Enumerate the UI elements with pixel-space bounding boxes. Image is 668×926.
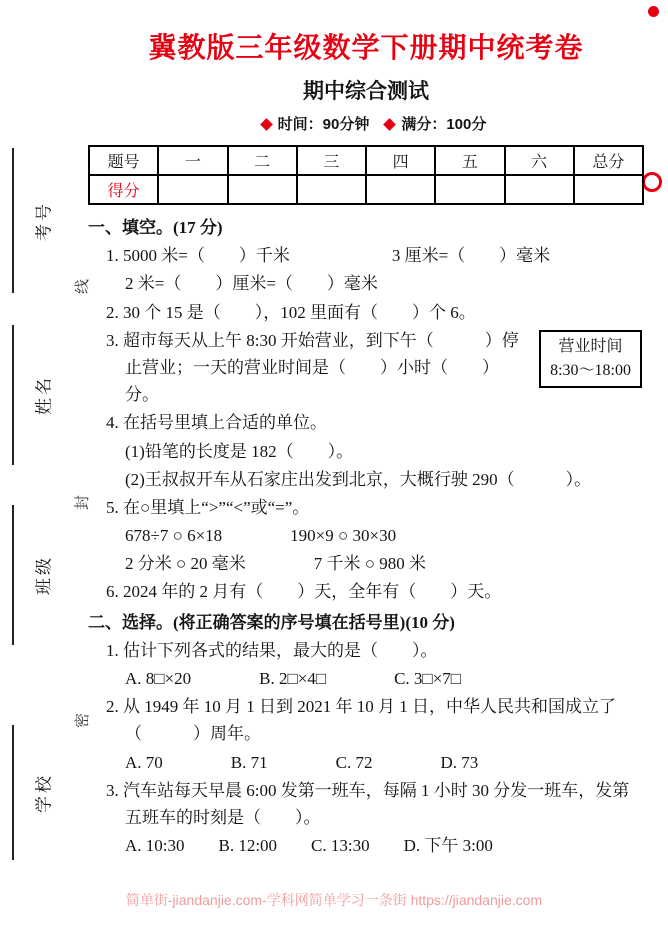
time-score-line	[88, 113, 644, 134]
score-header-cell: 三	[297, 146, 366, 175]
s2-q1-choices: A. 8□×20 B. 2□×4□ C. 3□×7□	[125, 669, 462, 688]
margin-field-exam-number	[12, 148, 72, 293]
seal-char-secret: 密	[75, 712, 92, 729]
seal-char-seal: 封	[75, 494, 92, 511]
score-cell	[574, 175, 643, 204]
margin-field-school	[12, 725, 72, 860]
score-cell	[228, 175, 297, 204]
business-hours-box	[539, 330, 642, 388]
seal-char-line: 线	[75, 278, 92, 295]
fill-in-line	[12, 505, 14, 645]
margin-field-label: 班级	[34, 555, 54, 595]
fill-in-line	[12, 325, 14, 465]
paper-main	[88, 26, 644, 859]
seal-ring-icon	[642, 172, 662, 192]
s2-q3-choices: A. 10:30 B. 12:00 C. 13:30 D. 下午 3:00	[125, 836, 493, 856]
section1-title: 一、填空。(17 分)	[88, 218, 223, 237]
margin-field-label: 考号	[34, 200, 54, 241]
business-hours-title: 营业时间	[558, 337, 623, 355]
diamond-icon	[260, 118, 273, 131]
s1-q4-item2: (2)王叔叔开车从石家庄出发到北京，大概行驶 290（ ）。	[125, 469, 592, 489]
s1-q4-intro: 4. 在括号里填上合适的单位。	[106, 413, 327, 433]
score-header-cell: 一	[158, 146, 227, 175]
s1-q2: 2. 30 个 15 是（ ），102 里面有（ ）个 6。	[106, 302, 476, 322]
score-cell	[297, 175, 366, 204]
paper-title: 冀教版三年级数学下册期中统考卷	[148, 32, 584, 63]
s2-q2-choices: A. 70 B. 71 C. 72 D. 73	[125, 752, 479, 772]
s1-q3-text: 3. 超市每天从上午 8:30 开始营业，到下午（ ）停止营业；一天的营业时间是（ ）小时（ ）分。	[106, 330, 519, 405]
score-cell	[435, 175, 504, 204]
s2-q2: 2. 从 1949 年 10 月 1 日到 2021 年 10 月 1 日，中华人民共和国成立了（ ）周年。	[106, 697, 616, 744]
score-header-cell: 四	[366, 146, 435, 175]
s1-q5-line1: 678÷7 ○ 6×18 190×9 ○ 30×30	[125, 526, 397, 546]
s1-q5-line2: 2 分米 ○ 20 毫米 7 千米 ○ 980 米	[125, 554, 427, 574]
score-cell	[366, 175, 435, 204]
diamond-icon	[383, 118, 396, 131]
score-header-cell: 题号	[89, 146, 158, 175]
score-header-row	[89, 146, 643, 175]
s1-q6: 6. 2024 年的 2 月有（ ）天，全年有（ ）天。	[106, 582, 502, 602]
s1-q3	[88, 327, 644, 409]
section2-title: 二、选择。(将正确答案的序号填在括号里)(10 分)	[88, 612, 455, 632]
full-score-label: 满分：100分	[401, 116, 487, 133]
s2-q3: 3. 汽车站每天早晨 6:00 发第一班车，每隔 1 小时 30 分发一班车，发第五班车的时刻是（ ）。	[106, 780, 630, 827]
s1-q5-intro: 5. 在○里填上“>”“<”或“=”。	[106, 497, 310, 517]
margin-field-label: 学校	[34, 772, 54, 813]
score-header-cell: 六	[505, 146, 574, 175]
score-cell	[158, 175, 227, 204]
s1-q1-line1: 1. 5000 米=（ ）千米 3 厘米=（ ）毫米	[106, 246, 551, 266]
time-label: 时间：90分钟	[277, 116, 370, 133]
score-header-cell: 五	[435, 146, 504, 175]
page-mark-icon	[648, 6, 659, 17]
score-table	[88, 145, 644, 205]
s2-q1: 1. 估计下列各式的结果，最大的是（ ）。	[106, 640, 438, 660]
paper-subtitle: 期中综合测试	[303, 80, 429, 103]
fill-in-line	[12, 148, 14, 293]
paper-body	[88, 214, 644, 859]
business-hours-range: 8:30～18:00	[550, 361, 631, 379]
margin-field-class	[12, 505, 72, 645]
fill-in-line	[12, 725, 14, 860]
footer-watermark: 简单街-jiandanjie.com-学科网简单学习一条街 https://jiandanjie.com	[125, 892, 543, 908]
s1-q4-item1: (1)铅笔的长度是 182（ ）。	[125, 441, 354, 461]
score-row-label: 得分	[89, 175, 158, 204]
s1-q1-line2: 2 米=（ ）厘米=（ ）毫米	[125, 274, 378, 294]
score-header-cell: 二	[228, 146, 297, 175]
margin-field-label: 姓名	[34, 375, 54, 415]
score-cell	[505, 175, 574, 204]
score-value-row	[89, 175, 643, 204]
margin-field-name	[12, 325, 72, 465]
score-header-cell: 总分	[574, 146, 643, 175]
